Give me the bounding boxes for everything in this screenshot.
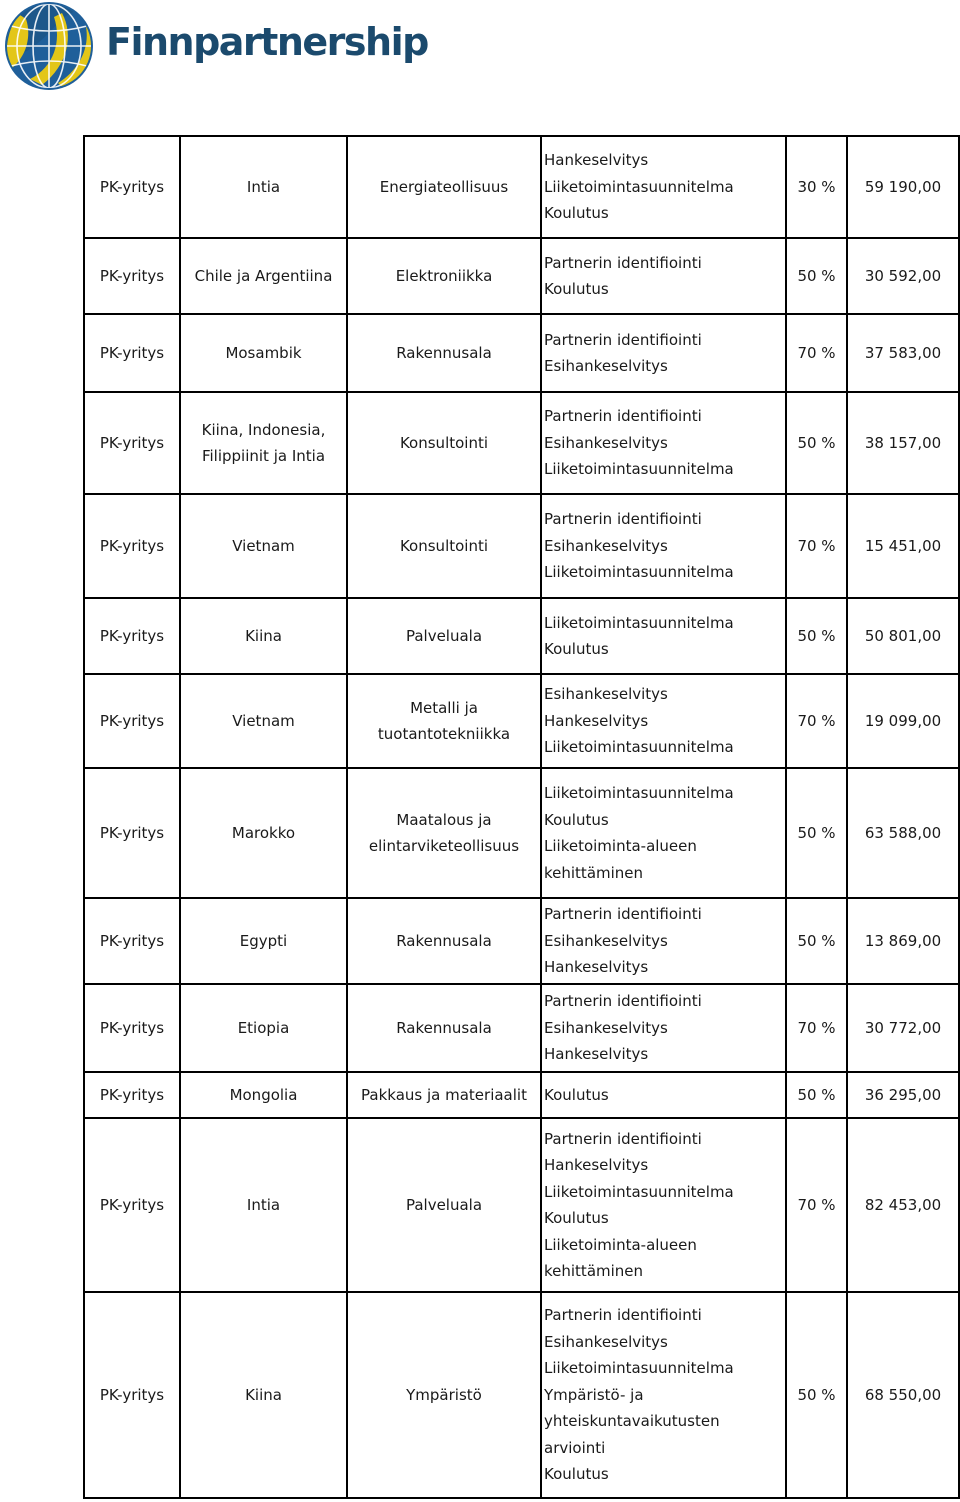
activities-cell bbox=[541, 314, 786, 392]
activity-item: Partnerin identifiointi bbox=[544, 253, 702, 272]
country-cell: Etiopia bbox=[180, 984, 347, 1072]
activity-item: Liiketoimintasuunnitelma bbox=[544, 738, 734, 757]
activities-cell bbox=[541, 898, 786, 984]
country-cell: Egypti bbox=[180, 898, 347, 984]
activity-item: Liiketoiminta-alueen kehittäminen bbox=[544, 1235, 697, 1280]
amount-cell: 37 583,00 bbox=[847, 314, 959, 392]
company-type-cell: PK-yritys bbox=[84, 392, 180, 494]
activity-item: Esihankeselvitys bbox=[544, 1018, 668, 1037]
sector-cell: Metalli ja tuotantotekniikka bbox=[347, 674, 541, 768]
company-type-cell: PK-yritys bbox=[84, 1118, 180, 1292]
activities-cell bbox=[541, 984, 786, 1072]
country-cell: Mosambik bbox=[180, 314, 347, 392]
company-type-cell: PK-yritys bbox=[84, 494, 180, 598]
activity-item: Liiketoimintasuunnitelma bbox=[544, 1182, 734, 1201]
share-cell: 50 % bbox=[786, 238, 847, 314]
activity-item: Hankeselvitys bbox=[544, 958, 649, 977]
amount-cell: 15 451,00 bbox=[847, 494, 959, 598]
activities-cell bbox=[541, 494, 786, 598]
amount-cell: 13 869,00 bbox=[847, 898, 959, 984]
share-cell: 50 % bbox=[786, 1292, 847, 1498]
activity-item: Esihankeselvitys bbox=[544, 433, 668, 452]
activity-item: Liiketoimintasuunnitelma bbox=[544, 784, 734, 802]
amount-cell: 68 550,00 bbox=[847, 1292, 959, 1498]
sector-cell: Rakennusala bbox=[347, 898, 541, 984]
page-header bbox=[0, 0, 960, 95]
share-cell: 70 % bbox=[786, 1118, 847, 1292]
activity-item: Koulutus bbox=[544, 1209, 609, 1227]
company-type-cell: PK-yritys bbox=[84, 238, 180, 314]
company-type-cell: PK-yritys bbox=[84, 1292, 180, 1498]
sector-cell: Rakennusala bbox=[347, 314, 541, 392]
activity-item: Hankeselvitys bbox=[544, 1045, 649, 1064]
sector-cell: Ympäristö bbox=[347, 1292, 541, 1498]
activity-item: Partnerin identifiointi bbox=[544, 992, 702, 1011]
amount-cell: 30 592,00 bbox=[847, 238, 959, 314]
table-row bbox=[84, 898, 959, 984]
activity-item: Liiketoimintasuunnitelma bbox=[544, 1359, 734, 1378]
country-cell: Chile ja Argentiina bbox=[180, 238, 347, 314]
globe-logo-icon bbox=[2, 1, 96, 91]
amount-cell: 59 190,00 bbox=[847, 136, 959, 238]
activity-item: Esihankeselvitys bbox=[544, 931, 668, 950]
sector-cell: Konsultointi bbox=[347, 392, 541, 494]
activities-cell bbox=[541, 1072, 786, 1118]
share-cell: 50 % bbox=[786, 598, 847, 674]
activity-item: Koulutus bbox=[544, 1465, 609, 1484]
activity-item: Esihankeselvitys bbox=[544, 685, 668, 704]
company-type-cell: PK-yritys bbox=[84, 1072, 180, 1118]
share-cell: 50 % bbox=[786, 392, 847, 494]
brand-name: Finnpartnership bbox=[106, 20, 428, 64]
table-row bbox=[84, 984, 959, 1072]
activities-cell bbox=[541, 598, 786, 674]
sector-cell: Palveluala bbox=[347, 1118, 541, 1292]
activity-item: Koulutus bbox=[544, 640, 609, 658]
activity-item: Partnerin identifiointi bbox=[544, 1129, 702, 1148]
amount-cell: 63 588,00 bbox=[847, 768, 959, 898]
country-cell: Kiina bbox=[180, 1292, 347, 1498]
sector-cell: Energiateollisuus bbox=[347, 136, 541, 238]
table-row bbox=[84, 1072, 959, 1118]
activity-item: Partnerin identifiointi bbox=[544, 1306, 702, 1325]
activity-item: Hankeselvitys bbox=[544, 711, 649, 730]
activities-cell bbox=[541, 392, 786, 494]
activity-item: Partnerin identifiointi bbox=[544, 905, 702, 924]
activity-item: Partnerin identifiointi bbox=[544, 407, 702, 426]
activities-cell bbox=[541, 674, 786, 768]
country-cell: Kiina bbox=[180, 598, 347, 674]
activity-item: Esihankeselvitys bbox=[544, 536, 668, 555]
table-row bbox=[84, 136, 959, 238]
share-cell: 70 % bbox=[786, 494, 847, 598]
country-cell: Marokko bbox=[180, 768, 347, 898]
sector-cell: Elektroniikka bbox=[347, 238, 541, 314]
activity-item: Esihankeselvitys bbox=[544, 357, 668, 375]
activity-item: Liiketoimintasuunnitelma bbox=[544, 563, 734, 582]
share-cell: 30 % bbox=[786, 136, 847, 238]
country-cell: Mongolia bbox=[180, 1072, 347, 1118]
share-cell: 70 % bbox=[786, 674, 847, 768]
table-row bbox=[84, 1292, 959, 1498]
company-type-cell: PK-yritys bbox=[84, 314, 180, 392]
activity-item: Liiketoiminta-alueen kehittäminen bbox=[544, 837, 697, 882]
company-type-cell: PK-yritys bbox=[84, 674, 180, 768]
share-cell: 50 % bbox=[786, 898, 847, 984]
company-type-cell: PK-yritys bbox=[84, 768, 180, 898]
table-row bbox=[84, 768, 959, 898]
activity-item: Ympäristö- ja yhteiskuntavaikutusten arviointi bbox=[544, 1385, 720, 1457]
share-cell: 70 % bbox=[786, 314, 847, 392]
table-row bbox=[84, 314, 959, 392]
activity-item: Liiketoimintasuunnitelma bbox=[544, 613, 734, 632]
sector-cell: Pakkaus ja materiaalit bbox=[347, 1072, 541, 1118]
share-cell: 50 % bbox=[786, 768, 847, 898]
company-type-cell: PK-yritys bbox=[84, 598, 180, 674]
activity-item: Hankeselvitys bbox=[544, 151, 649, 170]
sector-cell: Palveluala bbox=[347, 598, 541, 674]
activity-item: Partnerin identifiointi bbox=[544, 510, 702, 529]
grants-table bbox=[83, 135, 960, 1499]
country-cell: Kiina, Indonesia, Filippiinit ja Intia bbox=[180, 392, 347, 494]
activity-item: Liiketoimintasuunnitelma bbox=[544, 177, 734, 196]
sector-cell: Rakennusala bbox=[347, 984, 541, 1072]
activity-item: Koulutus bbox=[544, 1085, 609, 1104]
activity-item: Liiketoimintasuunnitelma bbox=[544, 460, 734, 479]
activity-item: Esihankeselvitys bbox=[544, 1332, 668, 1351]
amount-cell: 30 772,00 bbox=[847, 984, 959, 1072]
activity-item: Koulutus bbox=[544, 280, 609, 298]
grants-table-body bbox=[84, 136, 959, 1498]
sector-cell: Konsultointi bbox=[347, 494, 541, 598]
activity-item: Koulutus bbox=[544, 204, 609, 223]
table-row bbox=[84, 392, 959, 494]
activities-cell bbox=[541, 238, 786, 314]
table-row bbox=[84, 598, 959, 674]
share-cell: 50 % bbox=[786, 1072, 847, 1118]
amount-cell: 19 099,00 bbox=[847, 674, 959, 768]
table-row bbox=[84, 674, 959, 768]
activity-item: Hankeselvitys bbox=[544, 1156, 649, 1174]
activity-item: Koulutus bbox=[544, 810, 609, 829]
activities-cell bbox=[541, 136, 786, 238]
activities-cell bbox=[541, 768, 786, 898]
share-cell: 70 % bbox=[786, 984, 847, 1072]
company-type-cell: PK-yritys bbox=[84, 898, 180, 984]
table-row bbox=[84, 494, 959, 598]
sector-cell: Maatalous ja elintarviketeollisuus bbox=[347, 768, 541, 898]
amount-cell: 82 453,00 bbox=[847, 1118, 959, 1292]
company-type-cell: PK-yritys bbox=[84, 984, 180, 1072]
activity-item: Partnerin identifiointi bbox=[544, 330, 702, 349]
country-cell: Vietnam bbox=[180, 494, 347, 598]
country-cell: Intia bbox=[180, 136, 347, 238]
activities-cell bbox=[541, 1292, 786, 1498]
table-row bbox=[84, 238, 959, 314]
amount-cell: 38 157,00 bbox=[847, 392, 959, 494]
company-type-cell: PK-yritys bbox=[84, 136, 180, 238]
amount-cell: 50 801,00 bbox=[847, 598, 959, 674]
country-cell: Vietnam bbox=[180, 674, 347, 768]
amount-cell: 36 295,00 bbox=[847, 1072, 959, 1118]
activities-cell bbox=[541, 1118, 786, 1292]
country-cell: Intia bbox=[180, 1118, 347, 1292]
table-row bbox=[84, 1118, 959, 1292]
